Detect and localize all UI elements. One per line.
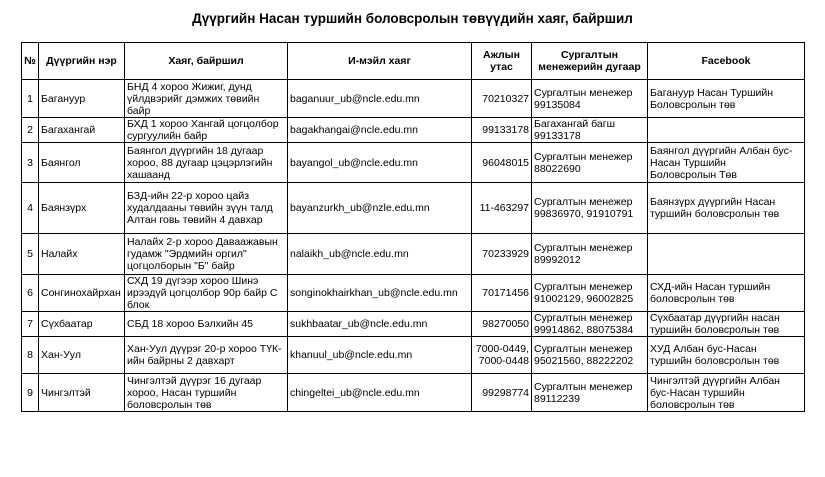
cell-manager <box>532 183 648 234</box>
cell-no-text: 3 <box>27 156 33 169</box>
cell-phone-text: 96048015 <box>482 156 529 169</box>
cell-email-text[interactable]: khanuul_ub@ncle.edu.mn <box>290 349 413 361</box>
cell-manager <box>532 80 648 118</box>
cell-email <box>288 374 472 412</box>
cell-address <box>125 337 288 374</box>
cell-address-text: БНД 4 хороо Жижиг, дунд үйлдвэрийг дэмжих төвийн байр <box>127 80 260 117</box>
cell-phone <box>472 234 532 275</box>
cell-district-text: Багануур <box>41 92 86 105</box>
cell-address-text: СХД 19 дүгээр хороо Шинэ ирээдүй цогцолбор 90р байр С блок <box>127 275 278 311</box>
cell-facebook <box>648 275 805 312</box>
cell-email-text[interactable]: nalaikh_ub@ncle.edu.mn <box>290 248 409 260</box>
cell-address <box>125 275 288 312</box>
cell-address-text: БХД 1 хороо Хангай цогцолбор сургуулийн байр <box>127 118 279 142</box>
cell-no-text: 2 <box>27 124 33 136</box>
cell-district-text: Баянзүрх <box>41 202 87 214</box>
cell-email-text[interactable]: bagakhangai@ncle.edu.mn <box>290 124 418 136</box>
cell-manager-text: Сургалтын менежер 99836970, 91910791 <box>534 196 634 220</box>
cell-phone-text: 98270050 <box>482 318 529 330</box>
header-district: Дүүргийн нэр <box>39 43 125 80</box>
table-row <box>22 374 805 412</box>
cell-phone <box>472 80 532 118</box>
center-directory-table <box>21 42 805 412</box>
cell-district <box>39 118 125 143</box>
table-row <box>22 118 805 143</box>
cell-address-text: Чингэлтэй дүүрэг 16 дугаар хороо, Насан туршийн боловсролын төв <box>127 374 262 411</box>
table-row <box>22 234 805 275</box>
cell-district-text: Баянгол <box>41 156 81 169</box>
cell-phone <box>472 143 532 183</box>
cell-phone <box>472 337 532 374</box>
table-row <box>22 337 805 374</box>
cell-email-text[interactable]: sukhbaatar_ub@ncle.edu.mn <box>290 318 428 330</box>
header-no: № <box>22 43 39 80</box>
cell-address-text: Хан-Уул дүүрэг 20-р хороо ТҮК- ийн байрны 2 давхарт <box>127 343 282 367</box>
cell-manager <box>532 374 648 412</box>
cell-email-text[interactable]: bayanzurkh_ub@nzle.edu.mn <box>290 202 430 214</box>
cell-district-text: Багахангай <box>41 124 96 136</box>
cell-email <box>288 143 472 183</box>
cell-facebook <box>648 80 805 118</box>
document-title: Дүүргийн Насан туршийн боловсролын төвүүдийн хаяг, байршил <box>192 11 633 26</box>
cell-address <box>125 374 288 412</box>
cell-district <box>39 337 125 374</box>
cell-district-text: Хан-Уул <box>41 349 81 361</box>
cell-email <box>288 312 472 337</box>
cell-district <box>39 275 125 312</box>
table-row <box>22 275 805 312</box>
cell-phone <box>472 312 532 337</box>
cell-no-text: 8 <box>27 349 33 361</box>
cell-phone <box>472 374 532 412</box>
cell-phone-text: 99298774 <box>482 386 529 399</box>
cell-phone <box>472 183 532 234</box>
cell-email-text[interactable]: songinokhairkhan_ub@ncle.edu.mn <box>290 287 458 299</box>
cell-email <box>288 337 472 374</box>
cell-manager-text: Багахангай багш 99133178 <box>534 118 616 142</box>
cell-address <box>125 80 288 118</box>
cell-no <box>22 183 39 234</box>
cell-phone-text: 11-463297 <box>479 202 529 214</box>
cell-address <box>125 183 288 234</box>
cell-no <box>22 374 39 412</box>
cell-manager-text: Сургалтын менежер 88022690 <box>534 150 633 175</box>
cell-facebook <box>648 312 805 337</box>
cell-phone <box>472 275 532 312</box>
cell-district-text: Чингэлтэй <box>41 386 91 399</box>
cell-district-text: Сонгинохайрхан <box>41 287 121 299</box>
cell-facebook <box>648 337 805 374</box>
cell-facebook-text: СХД-ийн Насан туршийн боловсролын төв <box>650 281 771 305</box>
cell-address-text: Налайх 2-р хороо Даваажавын гудамж "Эрдмийн оргил" цогцолборын "Б" байр <box>127 236 278 272</box>
cell-district <box>39 312 125 337</box>
cell-no <box>22 234 39 275</box>
cell-phone-text: 70210327 <box>482 92 529 105</box>
cell-address <box>125 312 288 337</box>
cell-facebook <box>648 143 805 183</box>
cell-no-text: 5 <box>27 248 33 260</box>
cell-facebook <box>648 118 805 143</box>
cell-email-text[interactable]: baganuur_ub@ncle.edu.mn <box>290 92 420 105</box>
cell-manager <box>532 234 648 275</box>
cell-manager-text: Сургалтын менежер 91002129, 96002825 <box>534 281 634 305</box>
cell-address-text: Баянгол дүүргийн 18 дугаар хороо, 88 дугаар цэцэрлэгийн хашаанд <box>127 144 273 181</box>
cell-manager-text: Сургалтын менежер 99914862, 88075384 <box>534 312 634 336</box>
cell-no-text: 7 <box>27 318 33 330</box>
table-header-row <box>22 43 805 80</box>
cell-facebook <box>648 374 805 412</box>
cell-no <box>22 275 39 312</box>
cell-manager <box>532 337 648 374</box>
cell-district-text: Налайх <box>41 248 78 260</box>
table-row <box>22 143 805 183</box>
cell-phone-text: 7000-0449, 7000-0448 <box>475 343 529 367</box>
cell-email <box>288 80 472 118</box>
table-row <box>22 80 805 118</box>
cell-district <box>39 143 125 183</box>
cell-no-text: 1 <box>27 92 33 105</box>
table-body <box>22 80 805 412</box>
cell-no-text: 6 <box>27 287 33 299</box>
cell-email <box>288 275 472 312</box>
cell-address-text: БЗД-ийн 22-р хороо цайз худалдааны төвийн зүүн талд Алтан говь төвийн 4 давхар <box>127 190 273 226</box>
cell-district <box>39 183 125 234</box>
header-manager: Сургалтын менежерийн дугаар <box>532 43 648 80</box>
cell-no <box>22 312 39 337</box>
cell-facebook <box>648 234 805 275</box>
cell-no <box>22 143 39 183</box>
cell-facebook <box>648 183 805 234</box>
cell-facebook-text: Баянзүрх дүүргийн Насан туршийн боловсролын төв <box>650 196 780 220</box>
cell-district <box>39 374 125 412</box>
cell-manager-text: Сургалтын менежер 89112239 <box>534 380 633 405</box>
cell-phone-text: 70171456 <box>482 287 529 299</box>
cell-manager-text: Сургалтын менежер 99135084 <box>534 86 633 111</box>
header-facebook: Facebook <box>648 43 805 80</box>
cell-no-text: 9 <box>27 386 33 399</box>
cell-no-text: 4 <box>27 202 33 214</box>
cell-address-text: СБД 18 хороо Бэлхийн 45 <box>127 318 254 330</box>
header-email: И-мэйл хаяг <box>288 43 472 80</box>
cell-district <box>39 80 125 118</box>
cell-district-text: Сүхбаатар <box>41 318 93 330</box>
cell-address <box>125 234 288 275</box>
cell-facebook-text: Баянгол дүүргийн Албан бус- Насан Туршийн Боловсролын Төв <box>650 144 793 181</box>
cell-phone <box>472 118 532 143</box>
cell-email <box>288 118 472 143</box>
cell-address <box>125 143 288 183</box>
cell-facebook-text: Чингэлтэй дүүргийн Албан бус-Насан туршийн боловсролын төв <box>650 374 780 411</box>
cell-facebook-text: Багануур Насан Туршийн Боловсролын төв <box>650 86 774 111</box>
header-phone: Ажлын утас <box>472 43 532 80</box>
cell-phone-text: 99133178 <box>482 124 529 136</box>
cell-no <box>22 80 39 118</box>
cell-manager <box>532 312 648 337</box>
cell-manager <box>532 143 648 183</box>
cell-email-text[interactable]: chingeltei_ub@ncle.edu.mn <box>290 386 420 399</box>
cell-email <box>288 234 472 275</box>
cell-address <box>125 118 288 143</box>
cell-manager <box>532 118 648 143</box>
cell-email <box>288 183 472 234</box>
cell-manager-text: Сургалтын менежер 89992012 <box>534 242 633 266</box>
cell-no <box>22 118 39 143</box>
cell-email-text[interactable]: bayangol_ub@ncle.edu.mn <box>290 156 418 169</box>
cell-manager <box>532 275 648 312</box>
table-row <box>22 312 805 337</box>
header-address: Хаяг, байршил <box>125 43 288 80</box>
cell-facebook-text: Сүхбаатар дүүргийн насан туршийн боловсролын төв <box>650 312 780 336</box>
cell-manager-text: Сургалтын менежер 95021560, 88222202 <box>534 343 634 367</box>
cell-no <box>22 337 39 374</box>
table-row <box>22 183 805 234</box>
cell-facebook-text: ХУД Албан бус-Насан туршийн боловсролын төв <box>650 343 780 367</box>
cell-phone-text: 70233929 <box>482 248 529 260</box>
cell-district <box>39 234 125 275</box>
